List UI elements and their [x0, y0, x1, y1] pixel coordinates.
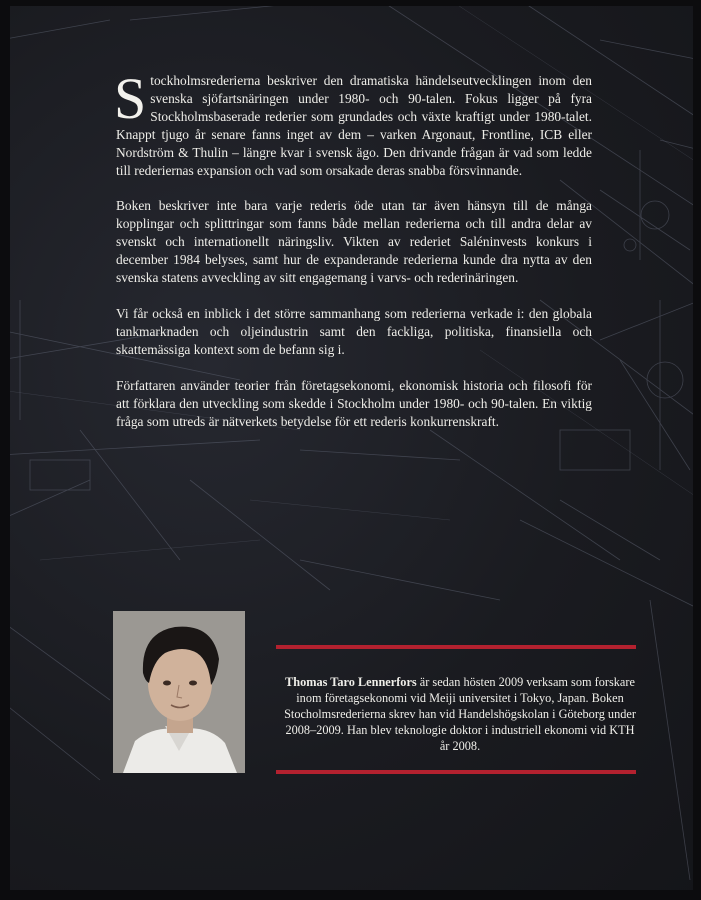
drop-cap: S [114, 66, 147, 131]
paragraph-1-text: tockholmsrederierna beskriver den dramatiska händelseutvecklingen inom den svenska sjöfartsnäringen under 1980- och 90-talen. Fokus ligger på fyra Stockholmsbaserade rederier som grundades och växte kraftigt under 1980-talet. Knappt tjugo år senare fanns inget av dem – varken Argonaut, Frontline, ICB eller Nordström & Thulin – längre kvar i svensk ägo. Den drivande frågan är vad som ledde till rederiernas expansion och vad som orsakade deras snabba försvinnande. [116, 73, 592, 178]
author-photo [113, 611, 245, 773]
author-name: Thomas Taro Lennerfors [285, 675, 417, 689]
paragraph-4: Författaren använder teorier från företagsekonomi, ekonomisk historia och filosofi för att förklara den utveckling som skedde i Stockholm under 1980- och 90-talen. En viktig fråga som utreds är nätverkets betydelse för ett rederis konkurrenskraft. [116, 377, 592, 429]
author-bio [283, 674, 637, 754]
paragraph-3: Vi får också en inblick i det större sammanhang som rederierna verkade i: den globala tankmarknaden och oljeindustrin samt den fackliga, politiska, finansiella och skattemässiga kontext som de befann sig i. [116, 305, 592, 357]
description-text [114, 66, 592, 448]
top-accent-rule [276, 645, 636, 649]
author-bio-text: är sedan hösten 2009 verksam som forskare inom företagsekonomi vid Meiji universitet i Tokyo, Japan. Boken Stocholmsrederierna skrev han vid Handelshögskolan i Göteborg under 2008–2009. Han blev teknologie doktor i industriell ekonomi vid KTH år 2008. [284, 675, 636, 753]
bottom-accent-rule [276, 770, 636, 774]
paragraph-1 [114, 66, 592, 179]
paragraph-2: Boken beskriver inte bara varje rederis öde utan tar även hänsyn till de många kopplingar och splittringar som fanns både mellan rederierna och till andra delar av svenskt och internationellt näringsliv. Vikten av rederiet Saléninvests konkurs i december 1984 belyses, samt hur de expanderande rederierna kunde dra nytta av den svenska statens avveckling av sitt engagemang i varvs- och rederinäringen. [116, 198, 592, 286]
